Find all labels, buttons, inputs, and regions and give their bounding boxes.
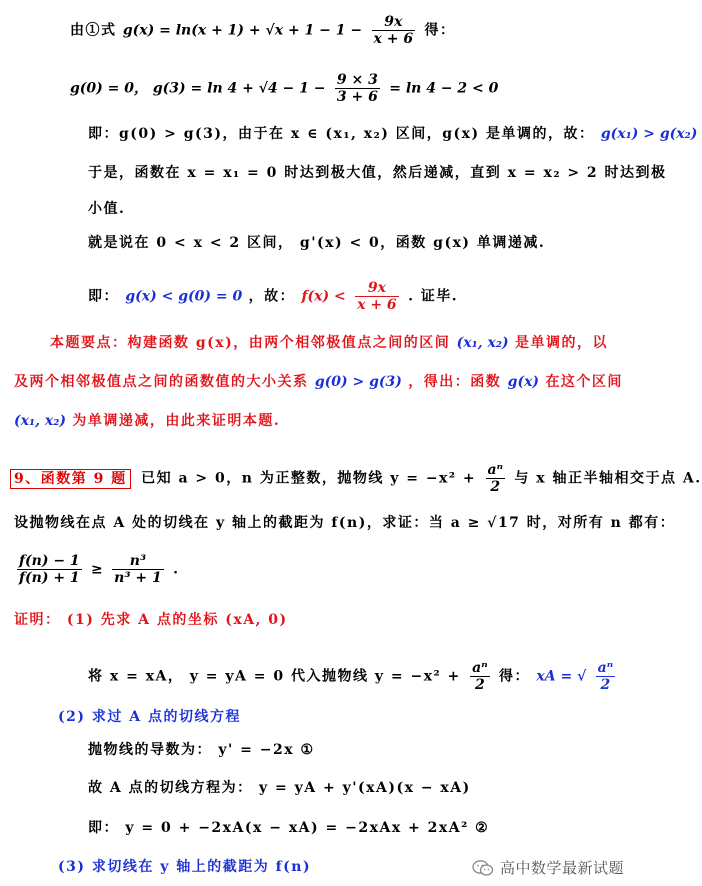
step-1-fraction	[470, 660, 489, 693]
proof-label: 证明：	[14, 612, 61, 628]
line-7-frac-den: x + 6	[357, 297, 397, 313]
inequality-end: .	[173, 561, 180, 578]
line-7-frac-num: 9x	[355, 280, 399, 297]
keypoint-2a: 及两个相邻极值点之间的函数值的大小关系	[14, 374, 309, 390]
line-7-prefix: 即：	[88, 288, 119, 305]
question-9-line-1	[10, 462, 702, 495]
step-2-line-1: 抛物线的导数为： y' = −2x ①	[88, 742, 315, 758]
step-1-result-fraction	[596, 660, 615, 693]
inequality-right-den: n³ + 1	[114, 570, 162, 586]
line-7-red-formula: f(x) <	[301, 288, 346, 305]
keypoint-3a: (x₁, x₂)	[14, 413, 66, 429]
line-2-frac-num: 9 × 3	[336, 72, 378, 88]
question-9-inequality	[14, 553, 179, 586]
inequality-sign: ≥	[91, 561, 103, 578]
keypoint-1c: 是单调的，以	[514, 335, 608, 351]
line-2-fraction	[335, 72, 380, 105]
line-1-prefix: 由①式	[70, 22, 117, 39]
line-1-frac-num: 9x	[372, 14, 416, 31]
line-1-formula: g(x) = ln(x + 1) + √x + 1 − 1 −	[122, 22, 363, 39]
proof-step-2: (2) 求过 A 点的切线方程	[58, 709, 241, 725]
step-1-text-b: 得：	[499, 668, 531, 685]
line-6: 就是说在 0 < x < 2 区间， g'(x) < 0，函数 g(x) 单调递减.	[88, 235, 546, 251]
watermark	[472, 857, 624, 878]
inequality-left-fraction	[17, 553, 82, 586]
question-label: 9、函数第 9 题	[10, 469, 131, 489]
line-2-formula-b: = ln 4 − 2 < 0	[389, 80, 499, 97]
line-1-fraction	[372, 14, 416, 47]
question-9-line-2: 设抛物线在点 A 处的切线在 y 轴上的截距为 f(n)，求证：当 a ≥ √17 时，对所有 n 都有：	[14, 515, 676, 531]
proof-step-3: (3) 求切线在 y 轴上的截距为 f(n)	[58, 859, 312, 875]
wechat-icon	[472, 859, 494, 877]
line-7-mid: ，故：	[248, 288, 296, 305]
line-3-result: g(x₁) > g(x₂)	[600, 126, 698, 142]
question-frac-den: 2	[490, 479, 501, 495]
line-3-text: 即：g(0) > g(3)，由于在 x ∈ (x₁, x₂) 区间，g(x) 是单调的，故：	[88, 126, 595, 142]
inequality-right-num: n³	[112, 553, 164, 570]
line-1-frac-den: x + 6	[373, 31, 414, 47]
line-1-suffix: 得：	[424, 22, 456, 39]
line-7-fraction	[355, 280, 399, 313]
step-1-line	[88, 660, 618, 693]
step-1-result-den: 2	[600, 677, 611, 693]
step-1-result-num: aⁿ	[597, 660, 614, 676]
line-7	[88, 280, 458, 313]
line-2-frac-den: 3 + 6	[336, 89, 378, 105]
line-5: 小值.	[88, 201, 126, 217]
step-1-title: (1) 先求 A 点的坐标 (xA, 0)	[66, 612, 288, 628]
inequality-left-num: f(n) − 1	[19, 553, 80, 569]
question-fraction	[486, 462, 505, 495]
keypoint-3b: 为单调递减，由此来证明本题.	[72, 413, 281, 429]
watermark-text: 高中数学最新试题	[499, 859, 624, 877]
step-1-frac-num: aⁿ	[472, 660, 488, 676]
keypoint-line-1	[50, 333, 608, 353]
keypoint-2d: g(x)	[507, 374, 540, 390]
question-text-b: 与 x 轴正半轴相交于点 A.	[514, 470, 702, 487]
keypoint-1a: 本题要点：构建函数 g(x)，由两个相邻极值点之间的区间	[50, 335, 451, 351]
keypoint-2c: ，得出：函数	[408, 374, 502, 390]
keypoint-line-3	[14, 411, 280, 431]
proof-step-1	[14, 610, 288, 630]
line-7-suffix: . 证毕.	[408, 288, 459, 305]
line-2	[70, 72, 498, 105]
keypoint-2e: 在这个区间	[545, 374, 623, 390]
keypoint-2b: g(0) > g(3)	[314, 374, 402, 390]
step-1-result: xA = √	[536, 668, 587, 685]
question-text-a: 已知 a > 0，n 为正整数，抛物线 y = −x² +	[141, 470, 477, 487]
step-1-text-a: 将 x = xA， y = yA = 0 代入抛物线 y = −x² +	[88, 668, 461, 685]
line-7-blue-formula: g(x) < g(0) = 0	[125, 288, 243, 305]
step-2-line-3: 即： y = 0 + −2xA(x − xA) = −2xAx + 2xA² ②	[88, 820, 490, 836]
line-3	[88, 124, 697, 144]
inequality-right-fraction	[112, 553, 164, 586]
line-1	[70, 14, 455, 47]
inequality-left-den: f(n) + 1	[19, 570, 80, 586]
line-2-formula-a: g(0) = 0， g(3) = ln 4 + √4 − 1 −	[70, 80, 326, 97]
step-1-frac-den: 2	[475, 677, 485, 693]
keypoint-line-2	[14, 372, 623, 392]
line-4: 于是，函数在 x = x₁ = 0 时达到极大值，然后递减，直到 x = x₂ > 2 时达到极	[88, 165, 667, 181]
question-frac-num: aⁿ	[487, 462, 503, 478]
keypoint-1b: (x₁, x₂)	[456, 335, 509, 351]
step-2-line-2: 故 A 点的切线方程为： y = yA + y'(xA)(x − xA)	[88, 780, 471, 796]
